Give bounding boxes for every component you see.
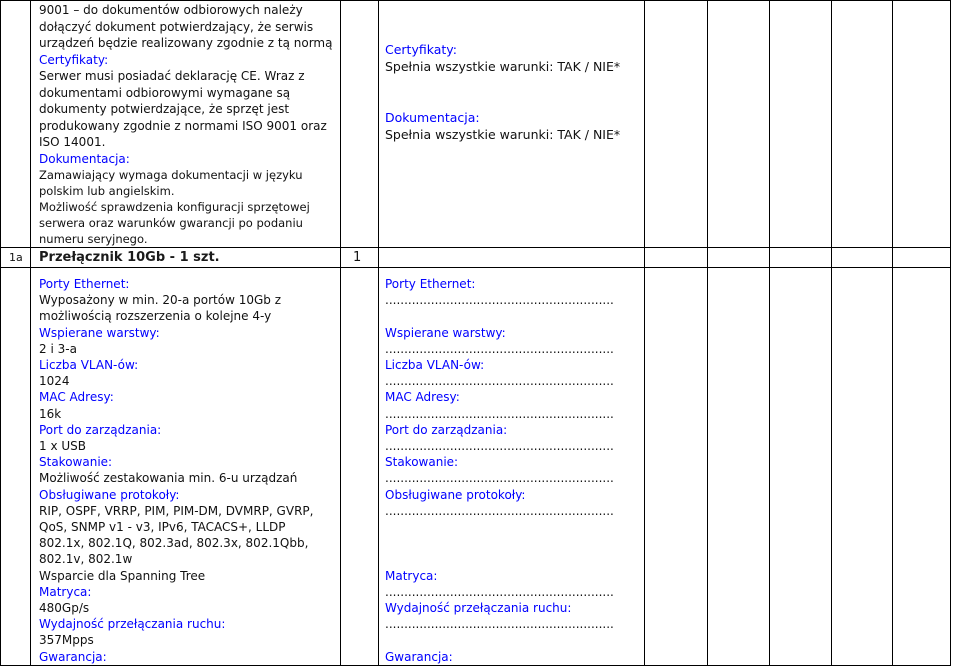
item-quantity: 1 bbox=[353, 250, 362, 265]
desc-line: dołączyć dokument potwierdzający, że serwis bbox=[39, 19, 314, 34]
offer-dots: ............................................................ bbox=[385, 406, 614, 421]
offer-cell bbox=[379, 1, 645, 248]
doc-line: numeru seryjnego. bbox=[39, 232, 148, 246]
offer-dots: ............................................................ bbox=[385, 293, 614, 308]
cert-line: dokumentami odbiorowymi wymagane są bbox=[39, 85, 291, 100]
cert-line: produkowany zgodnie z normami ISO 9001 oraz bbox=[39, 118, 327, 133]
empty-cell bbox=[645, 1, 708, 248]
doc-line: serwera oraz warunków gwarancji po podaniu bbox=[39, 216, 303, 230]
spec-label: Matryca: bbox=[39, 584, 92, 599]
doc-label: Dokumentacja: bbox=[39, 151, 130, 166]
spec-label: Port do zarządzania: bbox=[39, 422, 162, 437]
spec-line: 357Mpps bbox=[39, 633, 94, 648]
desc-line: urządzeń będzie realizowany zgodnie z tą normą bbox=[39, 36, 333, 50]
row-1a bbox=[1, 248, 951, 268]
spec-label: Wspierane warstwy: bbox=[39, 325, 160, 340]
spec-line: możliwością rozszerzenia o kolejne 4-y bbox=[39, 309, 272, 324]
empty-cell bbox=[832, 1, 893, 248]
cert-label: Certyfikaty: bbox=[39, 52, 109, 67]
empty-cell bbox=[893, 1, 951, 248]
offer-label: Matryca: bbox=[385, 568, 438, 583]
right-cert-value: Spełnia wszystkie warunki: TAK / NIE* bbox=[385, 59, 621, 74]
empty-cell bbox=[770, 268, 832, 666]
offer-label: MAC Adresy: bbox=[385, 390, 460, 405]
spec-line: Wyposażony w min. 20-a portów 10Gb z bbox=[39, 293, 282, 308]
spec-label: Porty Ethernet: bbox=[39, 277, 130, 291]
spec-line: Wsparcie dla Spanning Tree bbox=[39, 568, 206, 583]
spec-line: 16k bbox=[39, 406, 62, 421]
empty-cell bbox=[645, 248, 708, 268]
description-cell bbox=[31, 1, 341, 248]
empty-cell bbox=[708, 248, 770, 268]
empty-cell bbox=[832, 248, 893, 268]
cert-line: ISO 14001. bbox=[39, 135, 106, 149]
spec-line: RIP, OSPF, VRRP, PIM, PIM-DM, DVMRP, GVRP, bbox=[39, 503, 314, 518]
empty-cell bbox=[379, 248, 645, 268]
spec-label: MAC Adresy: bbox=[39, 390, 114, 405]
spec-line: 1024 bbox=[39, 374, 70, 389]
offer-dots: ............................................................ bbox=[385, 341, 614, 356]
row-number-cell bbox=[1, 1, 31, 248]
right-cert-label: Certyfikaty: bbox=[385, 42, 458, 57]
spec-line: 1 x USB bbox=[39, 439, 86, 454]
empty-cell bbox=[708, 268, 770, 666]
cert-line: Serwer musi posiadać deklarację CE. Wraz z bbox=[39, 69, 305, 83]
spec-label: Stakowanie: bbox=[39, 455, 113, 470]
offer-dots: ............................................................ bbox=[385, 617, 614, 632]
offer-label: Liczba VLAN-ów: bbox=[385, 358, 485, 372]
right-doc-value: Spełnia wszystkie warunki: TAK / NIE* bbox=[385, 127, 621, 142]
item-title: Przełącznik 10Gb - 1 szt. bbox=[39, 250, 220, 265]
spec-line: 802.1x, 802.1Q, 802.3ad, 802.3x, 802.1Qbb, bbox=[39, 536, 309, 551]
empty-cell bbox=[770, 1, 832, 248]
spec-line: 802.1v, 802.1w bbox=[39, 552, 133, 567]
spec-label: Wydajność przełączania ruchu: bbox=[39, 617, 226, 632]
item-title-cell bbox=[31, 248, 341, 268]
spec-line: Możliwość zestakowania min. 6-u urządzań bbox=[39, 471, 298, 486]
spec-label: Obsługiwane protokoły: bbox=[39, 487, 180, 502]
offer-cell bbox=[379, 268, 645, 666]
empty-cell bbox=[645, 268, 708, 666]
offer-dots: ............................................................ bbox=[385, 471, 614, 486]
spec-label: Liczba VLAN-ów: bbox=[39, 358, 139, 373]
row-number: 1a bbox=[9, 251, 23, 264]
quantity-cell bbox=[341, 248, 379, 268]
offer-label: Wydajność przełączania ruchu: bbox=[385, 601, 572, 615]
offer-dots: ............................................................ bbox=[385, 584, 614, 599]
offer-label: Stakowanie: bbox=[385, 455, 459, 470]
offer-label: Gwarancja: bbox=[385, 649, 453, 664]
offer-label: Porty Ethernet: bbox=[385, 277, 476, 291]
quantity-cell bbox=[341, 1, 379, 248]
offer-label: Wspierane warstwy: bbox=[385, 325, 506, 340]
empty-cell bbox=[708, 1, 770, 248]
offer-dots: ............................................................ bbox=[385, 503, 614, 518]
empty-cell bbox=[893, 248, 951, 268]
doc-line: Zamawiający wymaga dokumentacji w języku bbox=[39, 168, 303, 182]
offer-dots: ............................................................ bbox=[385, 374, 614, 389]
doc-line: polskim lub angielskim. bbox=[39, 184, 175, 198]
offer-label: Port do zarządzania: bbox=[385, 422, 508, 437]
row-number-cell bbox=[1, 268, 31, 666]
empty-cell bbox=[770, 248, 832, 268]
offer-dots: ............................................................ bbox=[385, 439, 614, 454]
doc-line: Możliwość sprawdzenia konfiguracji sprzętowej bbox=[39, 200, 310, 214]
specs-cell bbox=[31, 268, 341, 666]
spec-label: Gwarancja: bbox=[39, 649, 107, 664]
empty-cell bbox=[832, 268, 893, 666]
spec-line: QoS, SNMP v1 - v3, IPv6, TACACS+, LLDP bbox=[39, 520, 286, 535]
row-number-cell bbox=[1, 248, 31, 268]
right-doc-label: Dokumentacja: bbox=[385, 110, 480, 125]
quantity-cell bbox=[341, 268, 379, 666]
desc-line: 9001 – do dokumentów odbiorowych należy bbox=[39, 3, 303, 17]
spec-line: 2 i 3-a bbox=[39, 341, 77, 356]
empty-cell bbox=[893, 268, 951, 666]
cert-line: dokumenty potwierdzające, że sprzęt jest bbox=[39, 102, 290, 116]
offer-label: Obsługiwane protokoły: bbox=[385, 487, 526, 502]
row-top bbox=[1, 1, 951, 248]
row-specs bbox=[1, 268, 951, 666]
spec-line: 480Gp/s bbox=[39, 601, 90, 616]
